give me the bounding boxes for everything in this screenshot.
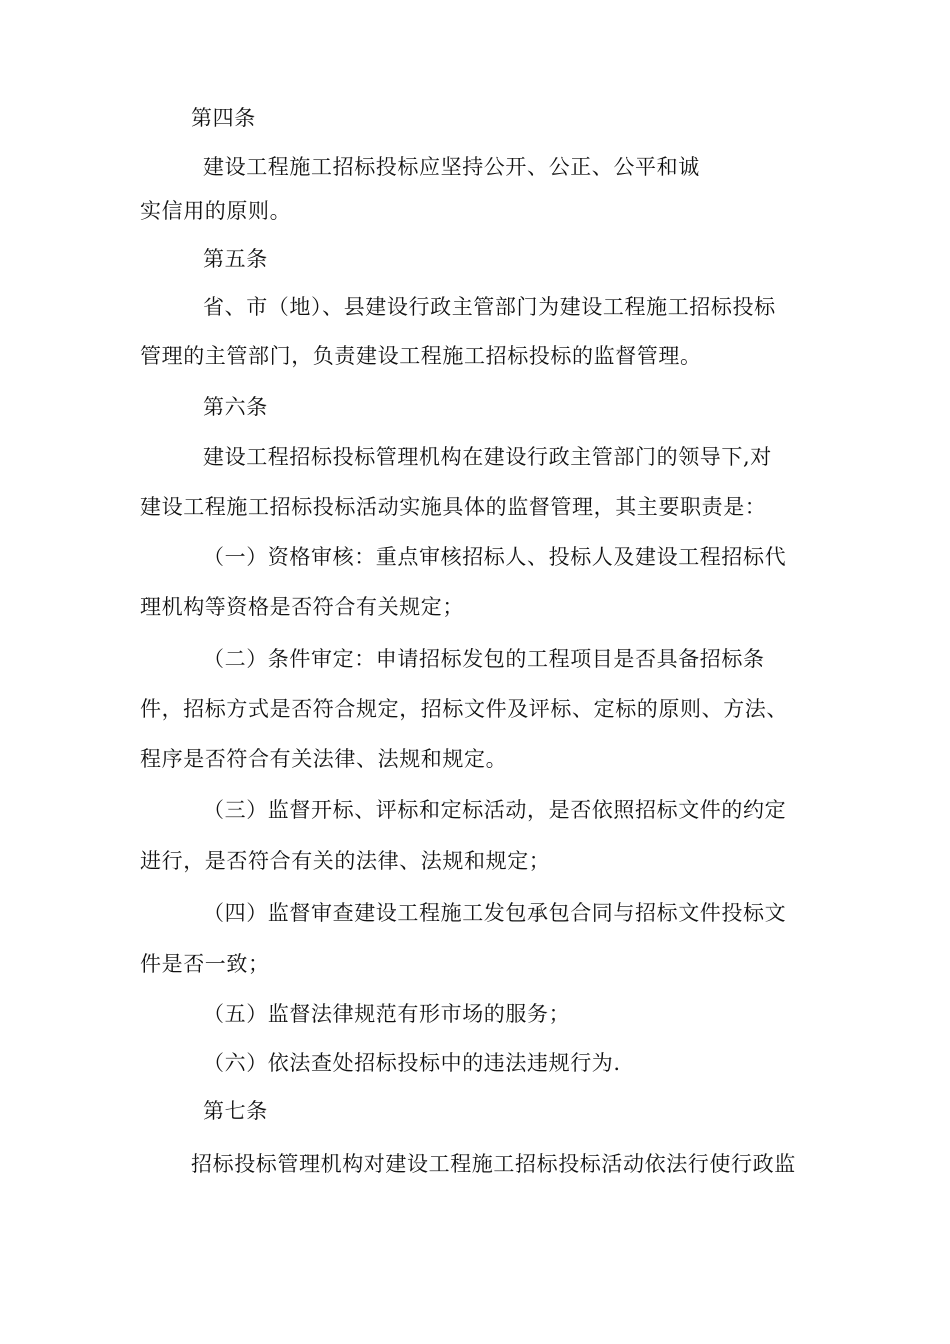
duty-3-line-1: （三）监督开标、评标和定标活动，是否依照招标文件的约定 [203,798,787,822]
duty-2-line-2: 件，招标方式是否符合规定，招标文件及评标、定标的原则、方法、 [140,697,788,721]
duty-2-line-3: 程序是否符合有关法律、法规和规定。 [140,747,508,771]
article-6-text-line-1: 建设工程招标投标管理机构在建设行政主管部门的领导下,对 [203,445,772,469]
duty-1-line-1: （一）资格审核：重点审核招标人、投标人及建设工程招标代 [203,545,787,569]
article-7-heading: 第七条 [203,1099,268,1123]
duty-2-line-1: （二）条件审定：申请招标发包的工程项目是否具备招标条 [203,647,765,671]
article-5-heading: 第五条 [203,247,268,271]
duty-6-line: （六）依法查处招标投标中的违法违规行为. [203,1051,621,1075]
duty-5-line: （五）监督法律规范有形市场的服务； [203,1002,571,1026]
article-5-text-line-1: 省、市（地）、县建设行政主管部门为建设工程施工招标投标 [203,295,776,319]
duty-1-line-2: 理机构等资格是否符合有关规定； [140,595,464,619]
article-4-text-line-2: 实信用的原则。 [140,199,292,223]
duty-4-line-1: （四）监督审查建设工程施工发包承包合同与招标文件投标文 [203,901,787,925]
article-5-text-line-2: 管理的主管部门，负责建设工程施工招标投标的监督管理。 [140,344,702,368]
article-4-heading: 第四条 [191,106,256,130]
article-4-text-line-1: 建设工程施工招标投标应坚持公开、公正、公平和诚 [203,155,700,179]
duty-4-line-2: 件是否一致； [140,952,270,976]
article-6-heading: 第六条 [203,395,268,419]
duty-3-line-2: 进行，是否符合有关的法律、法规和规定； [140,849,551,873]
article-6-text-line-2: 建设工程施工招标投标活动实施具体的监督管理，其主要职责是： [140,495,767,519]
article-7-text-line-1: 招标投标管理机构对建设工程施工招标投标活动依法行使行政监 [191,1152,796,1176]
